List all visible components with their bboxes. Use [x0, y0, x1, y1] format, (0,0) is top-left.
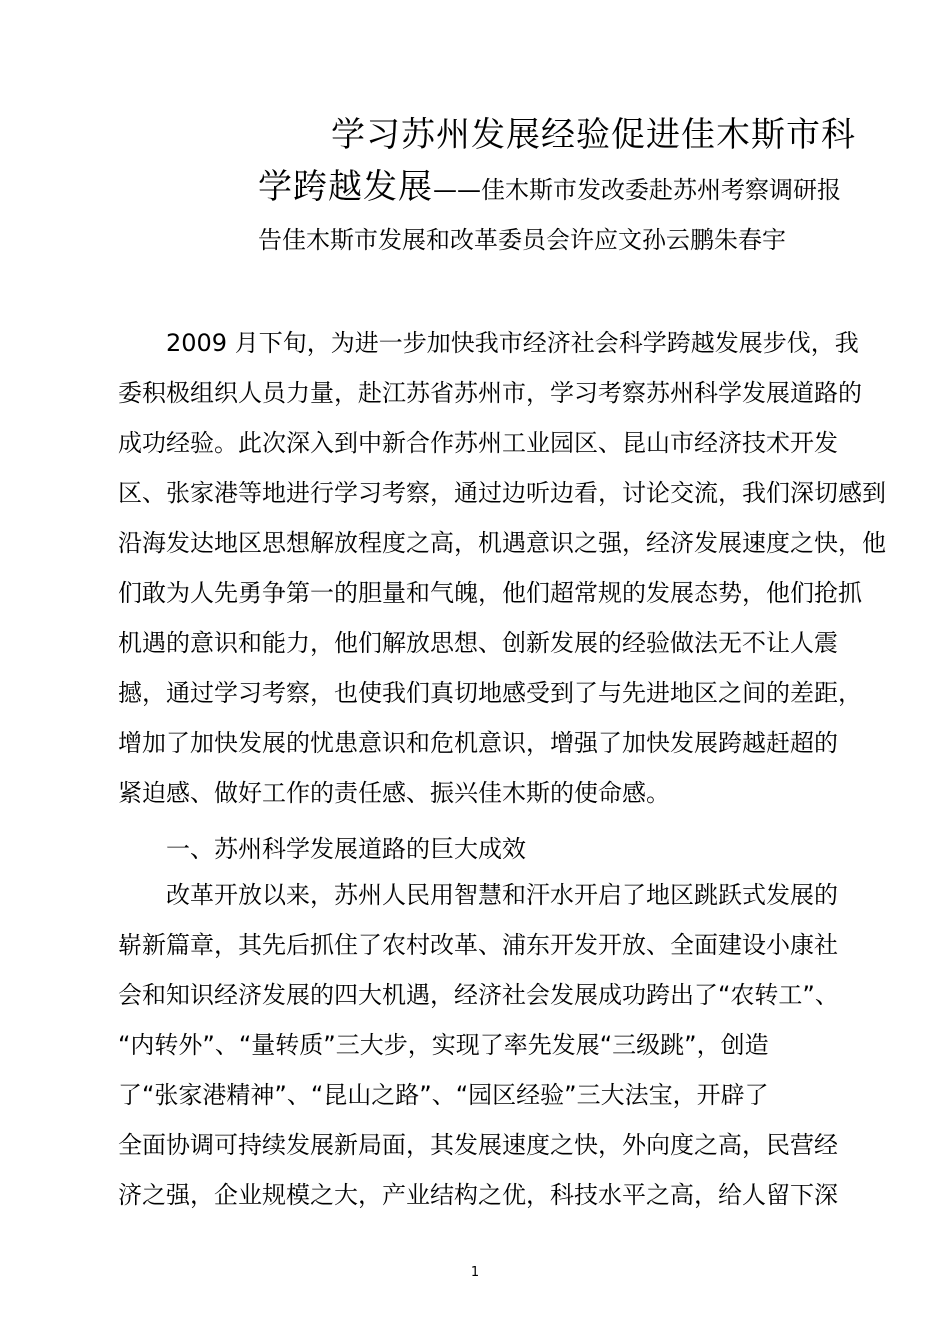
document-title-main: 学跨越发展 — [258, 167, 433, 207]
document-authors-line: 告佳木斯市发展和改革委员会许应文孙云鹏朱春宇 — [258, 226, 786, 254]
paragraph-1-line: 撼，通过学习考察，也使我们真切地感受到了与先进地区之间的差距， — [118, 679, 862, 707]
paragraph-1-line: 2009 月下旬，为进一步加快我市经济社会科学跨越发展步伐，我 — [166, 329, 859, 357]
document-title-line-1: 学习苏州发展经验促进佳木斯市科 — [331, 115, 856, 155]
paragraph-2-line: 会和知识经济发展的四大机遇，经济社会发展成功跨出了“农转工”、 — [118, 981, 839, 1009]
paragraph-1-line: 机遇的意识和能力，他们解放思想、创新发展的经验做法无不让人震 — [118, 629, 838, 657]
section-1-heading: 一、苏州科学发展道路的巨大成效 — [166, 835, 526, 863]
paragraph-1-line: 沿海发达地区思想解放程度之高，机遇意识之强，经济发展速度之快，他 — [118, 529, 886, 557]
paragraph-2-line: 济之强，企业规模之大，产业结构之优，科技水平之高，给人留下深 — [118, 1181, 838, 1209]
paragraph-1-line: 成功经验。此次深入到中新合作苏州工业园区、昆山市经济技术开发 — [118, 429, 838, 457]
paragraph-1-line: 委积极组织人员力量，赴江苏省苏州市，学习考察苏州科学发展道路的 — [118, 379, 862, 407]
paragraph-2-line: 改革开放以来，苏州人民用智慧和汗水开启了地区跳跃式发展的 — [166, 881, 838, 909]
paragraph-1-line: 区、张家港等地进行学习考察，通过边听边看，讨论交流，我们深切感到 — [118, 479, 886, 507]
paragraph-2-line: 全面协调可持续发展新局面，其发展速度之快，外向度之高，民营经 — [118, 1131, 838, 1159]
paragraph-1-line: 们敢为人先勇争第一的胆量和气魄，他们超常规的发展态势，他们抢抓 — [118, 579, 862, 607]
page-number: 1 — [470, 1265, 480, 1280]
paragraph-2-line: “内转外”、“量转质”三大步，实现了率先发展“三级跳”，创造 — [118, 1031, 769, 1059]
paragraph-2-line: 崭新篇章，其先后抓住了农村改革、浦东开发开放、全面建设小康社 — [118, 931, 838, 959]
paragraph-1-line: 增加了加快发展的忧患意识和危机意识，增强了加快发展跨越赶超的 — [118, 729, 838, 757]
document-title-line-2 — [258, 167, 841, 207]
document-subtitle: ——佳木斯市发改委赴苏州考察调研报 — [433, 176, 841, 204]
paragraph-2-line: 了“张家港精神”、“昆山之路”、“园区经验”三大法宝，开辟了 — [118, 1081, 769, 1109]
paragraph-1-line: 紧迫感、做好工作的责任感、振兴佳木斯的使命感。 — [118, 779, 670, 807]
